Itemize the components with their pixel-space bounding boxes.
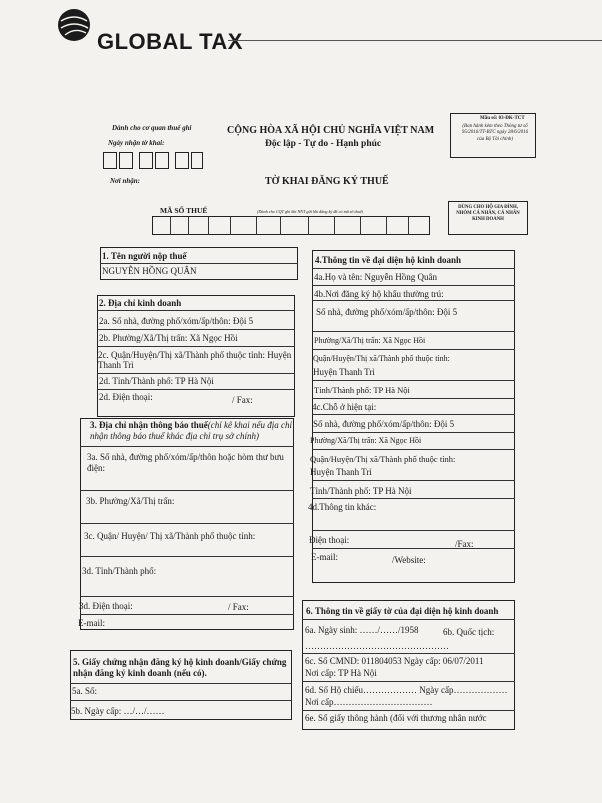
license-number-label: 5a. Số: — [72, 686, 98, 696]
rep-permanent-city: Tỉnh/Thành phố: TP Hà Nội — [314, 385, 410, 395]
business-city: 2d. Tỉnh/Thành phố: TP Hà Nội — [99, 376, 214, 386]
rep-nationality-label: 6b. Quốc tịch: — [443, 627, 495, 637]
tax-authority-label: Dành cho cơ quan thuế ghi — [112, 124, 192, 132]
section-6-title: 6. Thông tin về giấy tờ của đại diện hộ kinh doanh — [306, 606, 499, 616]
tax-code-boxes — [152, 216, 430, 236]
license-date-label: 5b. Ngày cấp: …/…/…… — [71, 706, 165, 716]
notice-city-label: 3d. Tỉnh/Thành phố: — [82, 566, 157, 576]
rep-current-district: Huyện Thanh Trì — [310, 467, 372, 477]
rep-permanent-label: 4b.Nơi đăng ký hộ khẩu thường trú: — [314, 289, 444, 299]
rep-permanent-ward: Phường/Xã/Thị trấn: Xã Ngọc Hồi — [314, 336, 426, 345]
business-ward: 2b. Phường/Xã/Thị trấn: Xã Ngọc Hồi — [99, 333, 238, 343]
rep-travel-pass: 6e. Số giấy thông hành (đối với thương nhân nước — [305, 713, 487, 723]
rep-permanent-street: Số nhà, đường phố/xóm/ấp/thôn: Đội 5 — [316, 307, 458, 317]
rep-permanent-district-label: Quận/Huyện/Thị xã/Thành phố thuộc tỉnh: — [313, 354, 450, 363]
section-5-title: 5. Giấy chứng nhận đăng ký hộ kinh doanh/Giấy chứng nhận đăng ký kinh doanh (nếu có). — [73, 657, 287, 679]
globe-logo-icon — [57, 8, 91, 42]
rep-name: 4a.Họ và tên: Nguyễn Hồng Quân — [314, 272, 437, 282]
section-3-box — [80, 418, 294, 630]
date-boxes — [103, 152, 203, 170]
rep-passport: 6d. Số Hộ chiếu……………… Ngày cấp……………… — [305, 685, 508, 695]
taxpayer-name: NGUYỄN HỒNG QUÂN — [102, 266, 197, 276]
business-fax-label: / Fax: — [232, 395, 253, 405]
nation-motto: Độc lập - Tự do - Hạnh phúc — [265, 139, 382, 149]
logo-rule — [228, 40, 602, 41]
nation-title: CỘNG HÒA XÃ HỘI CHỦ NGHĨA VIỆT NAM — [227, 125, 435, 136]
rep-other-label: 4d.Thông tin khác: — [308, 502, 377, 512]
rep-phone-label: Điện thoại: — [309, 535, 350, 545]
business-street: 2a. Số nhà, đường phố/xóm/ấp/thôn: Đội 5 — [99, 316, 254, 326]
rep-passport-place: Nơi cấp…………………………… — [305, 697, 433, 707]
rep-id-number: 6c. Số CMND: 011804053 Ngày cấp: 06/07/2011 — [305, 656, 484, 666]
form-code-note: (Ban hành kèm theo Thông tư số 95/2016/TT-BTC ngày 28/6/2016 của Bộ Tài chính) — [461, 124, 529, 142]
rep-permanent-district: Huyện Thanh Trì — [313, 367, 375, 377]
notice-fax-label: / Fax: — [228, 602, 249, 612]
tax-code-label: MÃ SỐ THUẾ — [160, 206, 208, 215]
rep-website-label: /Website: — [392, 555, 426, 565]
form-title: TỜ KHAI ĐĂNG KÝ THUẾ — [265, 176, 389, 187]
section-4-title: 4.Thông tin về đại diện hộ kinh doanh — [315, 255, 462, 265]
rep-current-label: 4c.Chỗ ở hiện tại: — [312, 402, 377, 412]
rep-current-street: Số nhà, đường phố/xóm/ấp/thôn: Đội 5 — [313, 419, 455, 429]
notice-street-label: 3a. Số nhà, đường phố/xóm/ấp/thôn hoặc hòm thư bưu điện: — [87, 452, 284, 473]
section-1-title: 1. Tên người nộp thuế — [102, 251, 187, 261]
receive-date-label: Ngày nhận tờ khai: — [108, 139, 165, 147]
rep-id-place: Nơi cấp: TP Hà Nội — [305, 668, 377, 678]
notice-district-label: 3c. Quận/ Huyện/ Thị xã/Thành phố thuộc tỉnh: — [84, 531, 256, 541]
rep-nationality-dots: ………………………………………… — [305, 641, 449, 651]
rep-birthdate: 6a. Ngày sinh: ……/……/1958 — [305, 625, 419, 635]
usage-box-text: DÙNG CHO HỘ GIA ĐÌNH, NHÓM CÁ NHÂN, CÁ NHÂN KINH DOANH — [456, 205, 520, 223]
rep-current-city: Tỉnh/Thành phố: TP Hà Nội — [310, 486, 412, 496]
rep-current-ward: Phường/Xã/Thị trấn: Xã Ngọc Hồi — [310, 436, 422, 445]
notice-ward-label: 3b. Phường/Xã/Thị trấn: — [86, 496, 175, 506]
logo-text: GLOBAL TAX — [97, 29, 243, 54]
business-phone-label: 2d. Điện thoại: — [99, 392, 153, 402]
place-label: Nơi nhận: — [110, 177, 141, 185]
rep-email-label: E-mail: — [311, 552, 338, 562]
notice-phone-label: 3d. Điện thoại: — [79, 601, 133, 611]
notice-email-label: E-mail: — [78, 618, 105, 628]
section-3-title: 3. Địa chỉ nhận thông báo thuế(chỉ kê khai nếu địa chỉ nhận thông báo thuế khác địa chỉ trụ sở chính) — [90, 420, 293, 441]
form-code: Mẫu số: 03-ĐK-TCT — [480, 116, 525, 121]
rep-current-district-label: Quận/Huyện/Thị xã/Thành phố thuộc tỉnh: — [310, 454, 456, 464]
rep-fax-label: /Fax: — [455, 539, 474, 549]
business-district: 2c. Quận/Huyện/Thị xã/Thành phố thuộc tỉnh: Huyện Thanh Trì — [98, 350, 292, 371]
tax-code-note: (Dành cho CQT ghi khi NNT gửi khi đăng ký đã có mã số thuế) — [257, 209, 364, 214]
section-2-title: 2. Địa chỉ kinh doanh — [99, 298, 182, 308]
